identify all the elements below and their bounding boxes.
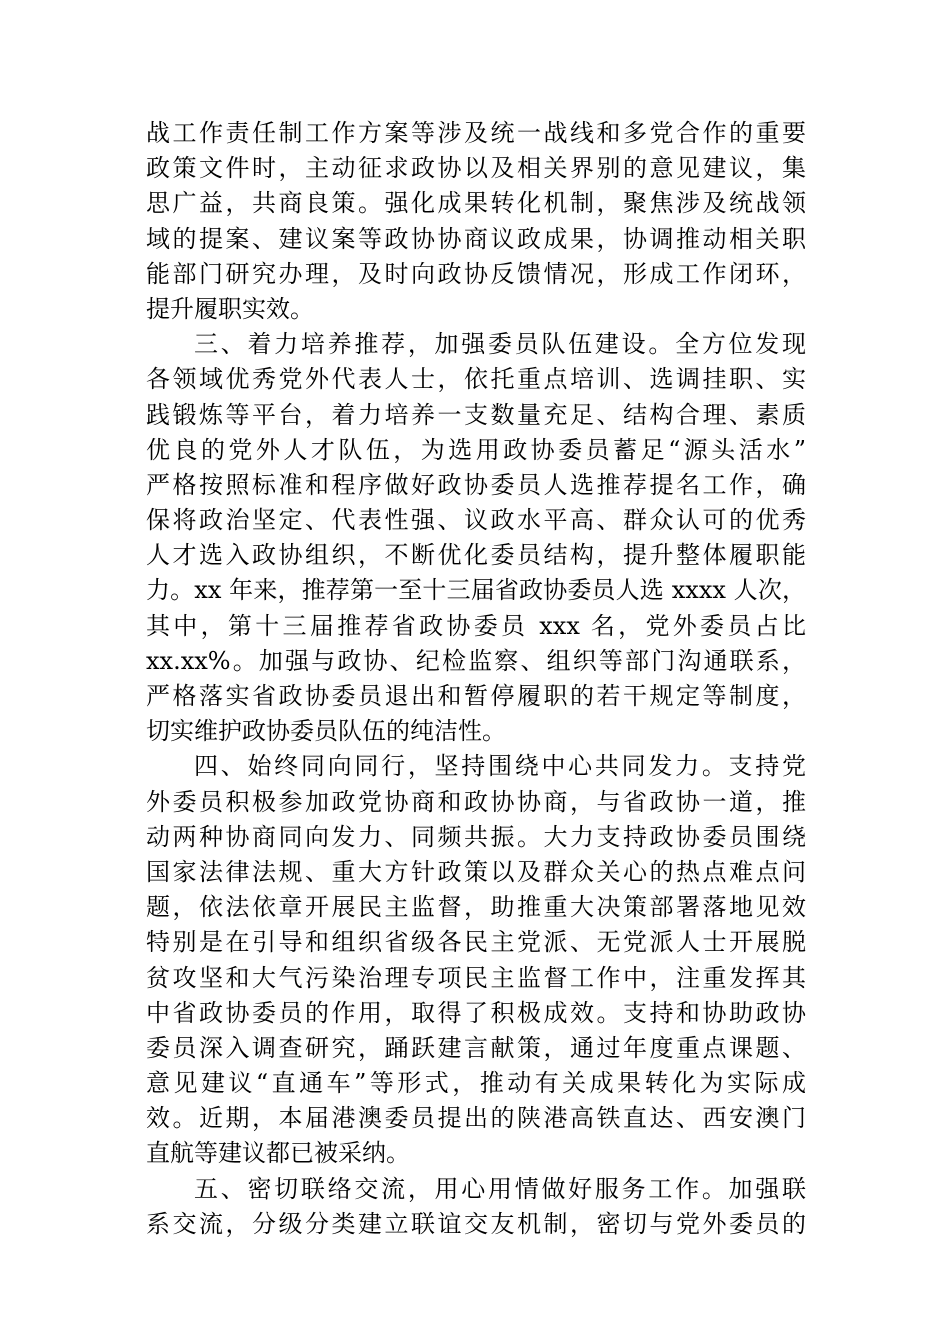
text-line: 直航等建议都已被采纳。 — [146, 1139, 410, 1168]
text-line: 严格按照标准和程序做好政协委员人选推荐提名工作，确 — [146, 470, 806, 499]
document-body — [146, 116, 806, 1242]
text-line: 思广益，共商良策。强化成果转化机制，聚焦涉及统战领 — [146, 189, 806, 218]
text-line: 各领域优秀党外代表人士，依托重点培训、选调挂职、实 — [146, 365, 806, 394]
text-line: 严格落实省政协委员退出和暂停履职的若干规定等制度， — [146, 682, 806, 710]
text-line: 战工作责任制工作方案等涉及统一战线和多党合作的重要 — [146, 119, 806, 147]
paragraph-first-line: 四、始终同向同行，坚持围绕中心共同发力。支持党 — [194, 752, 806, 781]
text-line: 中省政协委员的作用，取得了积极成效。支持和协助政协 — [146, 998, 806, 1027]
text-line: 能部门研究办理，及时向政协反馈情况，形成工作闭环， — [146, 259, 806, 288]
text-line: 践锻炼等平台，着力培养一支数量充足、结构合理、素质 — [146, 400, 806, 429]
text-line: 优良的党外人才队伍，为选用政协委员蓄足“源头活水” — [146, 435, 806, 464]
text-line: 题，依法依章开展民主监督，助推重大决策部署落地见效 — [146, 893, 806, 922]
text-line: 提升履职实效。 — [146, 294, 314, 323]
text-line: 系交流，分级分类建立联谊交友机制，密切与党外委员的 — [146, 1209, 806, 1238]
text-line: 意见建议“直通车”等形式，推动有关成果转化为实际成 — [146, 1069, 806, 1098]
text-line: 力。xx 年来，推荐第一至十三届省政协委员人选 xxxx 人次， — [146, 576, 806, 605]
text-line: 国家法律法规、重大方针政策以及群众关心的热点难点问 — [146, 857, 806, 886]
text-line: 贫攻坚和大气污染治理专项民主监督工作中，注重发挥其 — [146, 963, 806, 992]
text-line: 域的提案、建议案等政协协商议政成果，协调推动相关职 — [146, 224, 806, 253]
text-line: 特别是在引导和组织省级各民主党派、无党派人士开展脱 — [146, 928, 806, 957]
text-line: xx.xx%。加强与政协、纪检监察、组织等部门沟通联系， — [146, 646, 806, 675]
text-line: 效。近期，本届港澳委员提出的陕港高铁直达、西安澳门 — [146, 1104, 806, 1133]
text-line: 动两种协商同向发力、同频共振。大力支持政协委员围绕 — [146, 822, 806, 851]
text-line: 切实维护政协委员队伍的纯洁性。 — [146, 717, 506, 746]
text-line: 政策文件时，主动征求政协以及相关界别的意见建议，集 — [146, 154, 806, 183]
text-line: 外委员积极参加政党协商和政协协商，与省政协一道，推 — [146, 787, 806, 816]
text-line: 人才选入政协组织，不断优化委员结构，提升整体履职能 — [146, 541, 806, 570]
text-line: 其中，第十三届推荐省政协委员 xxx 名，党外委员占比 — [146, 611, 806, 640]
text-line: 委员深入调查研究，踊跃建言献策，通过年度重点课题、 — [146, 1033, 806, 1062]
paragraph-first-line: 三、着力培养推荐，加强委员队伍建设。全方位发现 — [194, 330, 806, 359]
paragraph-first-line: 五、密切联络交流，用心用情做好服务工作。加强联 — [194, 1174, 806, 1203]
text-line: 保将政治坚定、代表性强、议政水平高、群众认可的优秀 — [146, 506, 806, 535]
